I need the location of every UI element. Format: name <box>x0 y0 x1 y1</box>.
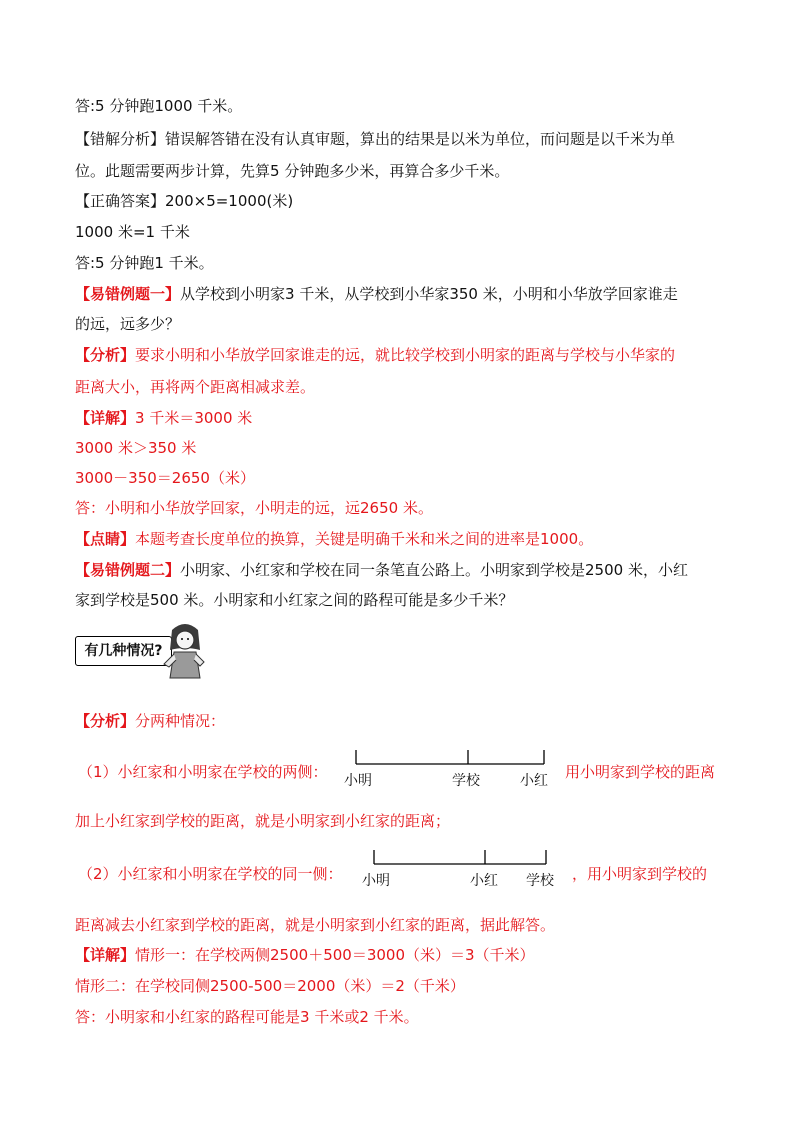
analysis-2-tag: 【分析】 <box>75 712 136 730</box>
detail-2-line-1 <box>75 944 535 966</box>
speech-bubble: 有几种情况? <box>75 636 172 666</box>
analysis-2-line <box>75 710 225 732</box>
example-2-text: 小明家、小红家和学校在同一条笔直公路上。小明家到学校是2500 米，小红 <box>180 561 688 579</box>
analysis-1-text: 要求小明和小华放学回家谁走的远，就比较学校到小明家的距离与学校与小华家的 <box>135 346 676 364</box>
example-1-line-2: 的远，远多少？ <box>75 315 181 333</box>
diagram-2-label-xiaoming: 小明 <box>362 873 390 889</box>
case-2-text-b: ，用小明家到学校的 <box>572 865 708 883</box>
case-2-text-a: （2）小红家和小明家在学校的同一侧： <box>78 865 343 883</box>
analysis-1-line-1 <box>75 344 675 366</box>
key-point-text: 本题考查长度单位的换算，关键是明确千米和米之间的进率是1000。 <box>135 530 594 548</box>
analysis-1-line-2: 距离大小，再将两个距离相减求差。 <box>75 378 316 396</box>
correct-answer-line: 【正确答案】200×5=1000(米) <box>75 192 294 210</box>
number-line-diagram-1 <box>340 746 560 792</box>
case-2-text-c: 距离减去小红家到学校的距离，就是小明家到小红家的距离，据此解答。 <box>75 916 556 934</box>
answer-line-2: 答:5 分钟跑1 千米。 <box>75 254 214 272</box>
girl-illustration <box>160 620 210 682</box>
case-1-text-c: 加上小红家到学校的距离，就是小明家到小红家的距离； <box>75 812 451 830</box>
example-2-line-1 <box>75 559 688 581</box>
example-1-line-1 <box>75 283 678 305</box>
conversion-line: 1000 米=1 千米 <box>75 223 190 241</box>
diagram-1-label-xiaohong: 小红 <box>520 773 548 789</box>
analysis-2-text: 分两种情况： <box>135 712 226 730</box>
diagram-2-label-xiaohong: 小红 <box>470 873 498 889</box>
case-1-text-b: 用小明家到学校的距离 <box>565 763 716 781</box>
detail-1-text: 3 千米＝3000 米 <box>135 409 253 427</box>
key-point-line <box>75 528 593 550</box>
key-point-tag: 【点睛】 <box>75 530 136 548</box>
diagram-1-label-school: 学校 <box>452 773 480 789</box>
detail-2-line-2: 情形二：在学校同侧2500-500＝2000（米）＝2（千米） <box>75 977 465 995</box>
example-2-tag: 【易错例题二】 <box>75 561 181 579</box>
detail-2-text: 情形一：在学校两侧2500＋500＝3000（米）＝3（千米） <box>135 946 535 964</box>
answer-line: 答:5 分钟跑1000 千米。 <box>75 97 243 115</box>
example-1-text: 从学校到小明家3 千米，从学校到小华家350 米，小明和小华放学回家谁走 <box>180 285 678 303</box>
detail-1-tag: 【详解】 <box>75 409 136 427</box>
example-1-tag: 【易错例题一】 <box>75 285 181 303</box>
error-analysis-line-2: 位。此题需要两步计算，先算5 分钟跑多少米，再算合多少千米。 <box>75 162 510 180</box>
diagram-2-label-school: 学校 <box>526 873 554 889</box>
error-analysis-line-1: 【错解分析】错误解答错在没有认真审题，算出的结果是以米为单位，而问题是以千米为单 <box>75 130 676 148</box>
diagram-1-label-xiaoming: 小明 <box>344 773 372 789</box>
number-line-diagram-2 <box>360 846 570 892</box>
detail-1-line-2: 3000 米＞350 米 <box>75 439 197 457</box>
detail-1-line-3: 3000－350＝2650（米） <box>75 469 255 487</box>
detail-2-line-3: 答：小明家和小红家的路程可能是3 千米或2 千米。 <box>75 1008 419 1026</box>
analysis-1-tag: 【分析】 <box>75 346 136 364</box>
detail-1-line-4: 答：小明和小华放学回家，小明走的远，远2650 米。 <box>75 499 433 517</box>
detail-2-tag: 【详解】 <box>75 946 136 964</box>
detail-1-line-1 <box>75 407 252 429</box>
example-2-line-2: 家到学校是500 米。小明家和小红家之间的路程可能是多少千米？ <box>75 591 514 609</box>
case-1-text-a: （1）小红家和小明家在学校的两侧： <box>78 763 328 781</box>
